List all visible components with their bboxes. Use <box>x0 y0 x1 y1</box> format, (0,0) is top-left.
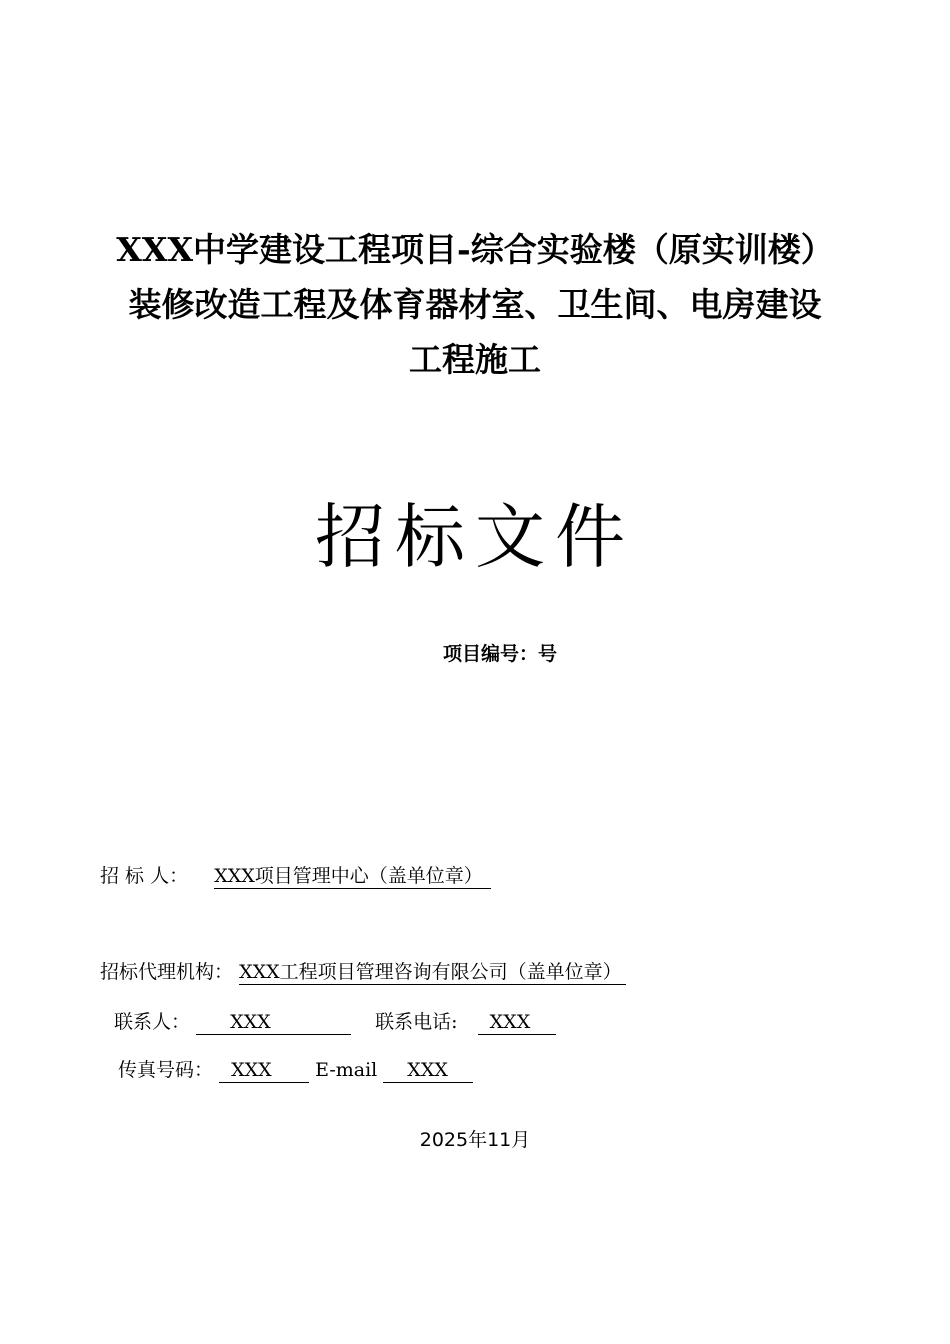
email-label: E-mail <box>315 1059 378 1081</box>
contact-phone-value: XXX <box>478 1010 556 1035</box>
document-title: 招标文件 <box>315 496 635 578</box>
project-number: 项目编号：号 <box>442 643 557 665</box>
fax-label: 传真号码： <box>118 1059 214 1081</box>
tendering-party-value: XXX项目管理中心（盖单位章） <box>214 864 491 889</box>
contact-phone-label: 联系电话: <box>375 1011 458 1033</box>
tendering-party-label: 招 标 人： <box>100 865 189 887</box>
email-value: XXX <box>383 1058 473 1083</box>
contact-line <box>114 1008 556 1036</box>
agency-line <box>100 958 626 986</box>
project-title-line-2: 装修改造工程及体育器材室、卫生间、电房建设 <box>128 285 822 324</box>
contact-person-label: 联系人： <box>114 1011 191 1033</box>
project-title-line-3: 工程施工 <box>409 340 541 379</box>
fax-value: XXX <box>219 1058 309 1083</box>
tendering-party-line <box>100 862 491 890</box>
agency-value: XXX工程项目管理咨询有限公司（盖单位章） <box>239 960 626 985</box>
project-title <box>60 222 890 387</box>
agency-label: 招标代理机构： <box>100 961 234 983</box>
project-title-line-1: XXX中学建设工程项目-综合实验楼（原实训楼） <box>116 230 834 269</box>
contact-person-value: XXX <box>196 1010 351 1035</box>
issue-date: 2025年11月 <box>419 1129 531 1151</box>
fax-line <box>118 1056 473 1084</box>
